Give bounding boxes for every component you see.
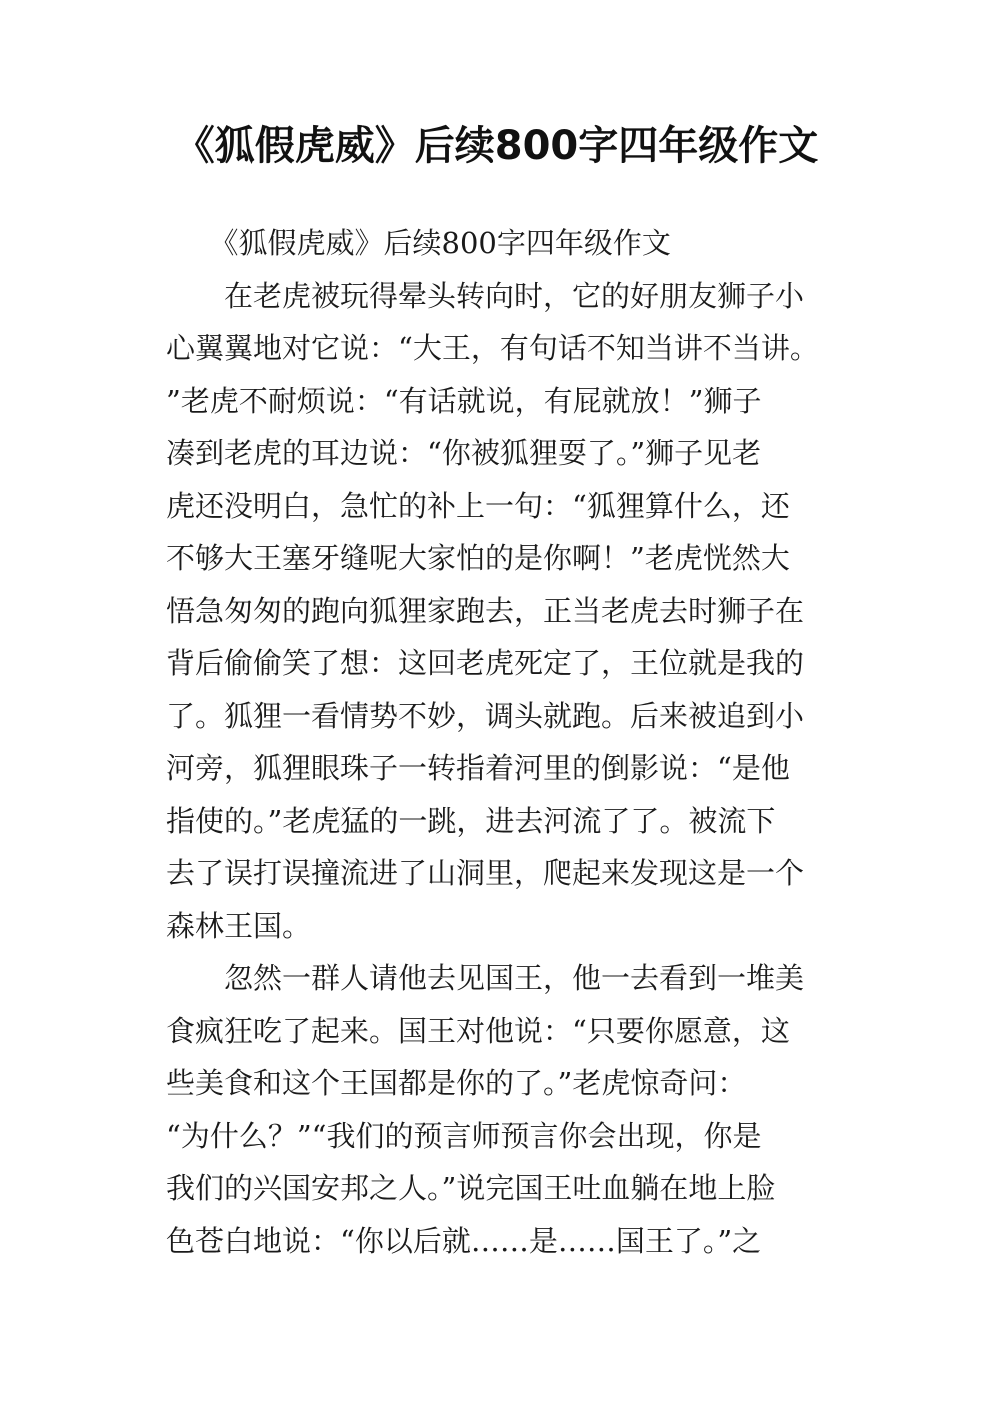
- text-line: 在老虎被玩得晕头转向时，它的好朋友狮子小: [166, 278, 805, 313]
- text-line: ”老虎不耐烦说：“有话就说，有屁就放！”狮子: [166, 383, 762, 418]
- text-line: 《狐假虎威》后续800字四年级作文: [166, 226, 671, 260]
- text-line: 我们的兴国安邦之人。”说完国王吐血躺在地上脸: [166, 1171, 776, 1205]
- text-line: 了。狐狸一看情势不妙，调头就跑。后来被追到小: [166, 698, 805, 733]
- text-line: 不够大王塞牙缝呢大家怕的是你啊！”老虎恍然大: [166, 541, 790, 575]
- text-line: 忽然一群人请他去见国王，他一去看到一堆美: [166, 961, 805, 995]
- text-line: 虎还没明白，急忙的补上一句：“狐狸算什么，还: [166, 488, 790, 523]
- text-line: 去了误打误撞流进了山洞里，爬起来发现这是一个: [166, 856, 805, 890]
- document-body: [166, 217, 838, 1267]
- text-line: 背后偷偷笑了想：这回老虎死定了，王位就是我的: [166, 646, 805, 680]
- text-line: 色苍白地说：“你以后就……是……国王了。”之: [166, 1223, 762, 1258]
- text-line: 些美食和这个王国都是你的了。”老虎惊奇问：: [166, 1066, 747, 1100]
- text-line: 河旁，狐狸眼珠子一转指着河里的倒影说：“是他: [166, 751, 790, 785]
- document-title: 《狐假虎威》后续800字四年级作文: [174, 123, 819, 169]
- text-line: 食疯狂吃了起来。国王对他说：“只要你愿意，这: [166, 1013, 790, 1048]
- text-line: 森林王国。: [166, 908, 312, 943]
- text-line: “为什么？”“我们的预言师预言你会出现，你是: [166, 1118, 762, 1153]
- text-line: 指使的。”老虎猛的一跳，进去河流了了。被流下: [166, 803, 776, 838]
- text-line: 悟急匆匆的跑向狐狸家跑去，正当老虎去时狮子在: [166, 593, 805, 628]
- text-line: 心翼翼地对它说：“大王，有句话不知当讲不当讲。: [166, 331, 819, 365]
- text-line: 凑到老虎的耳边说：“你被狐狸耍了。”狮子见老: [166, 436, 762, 470]
